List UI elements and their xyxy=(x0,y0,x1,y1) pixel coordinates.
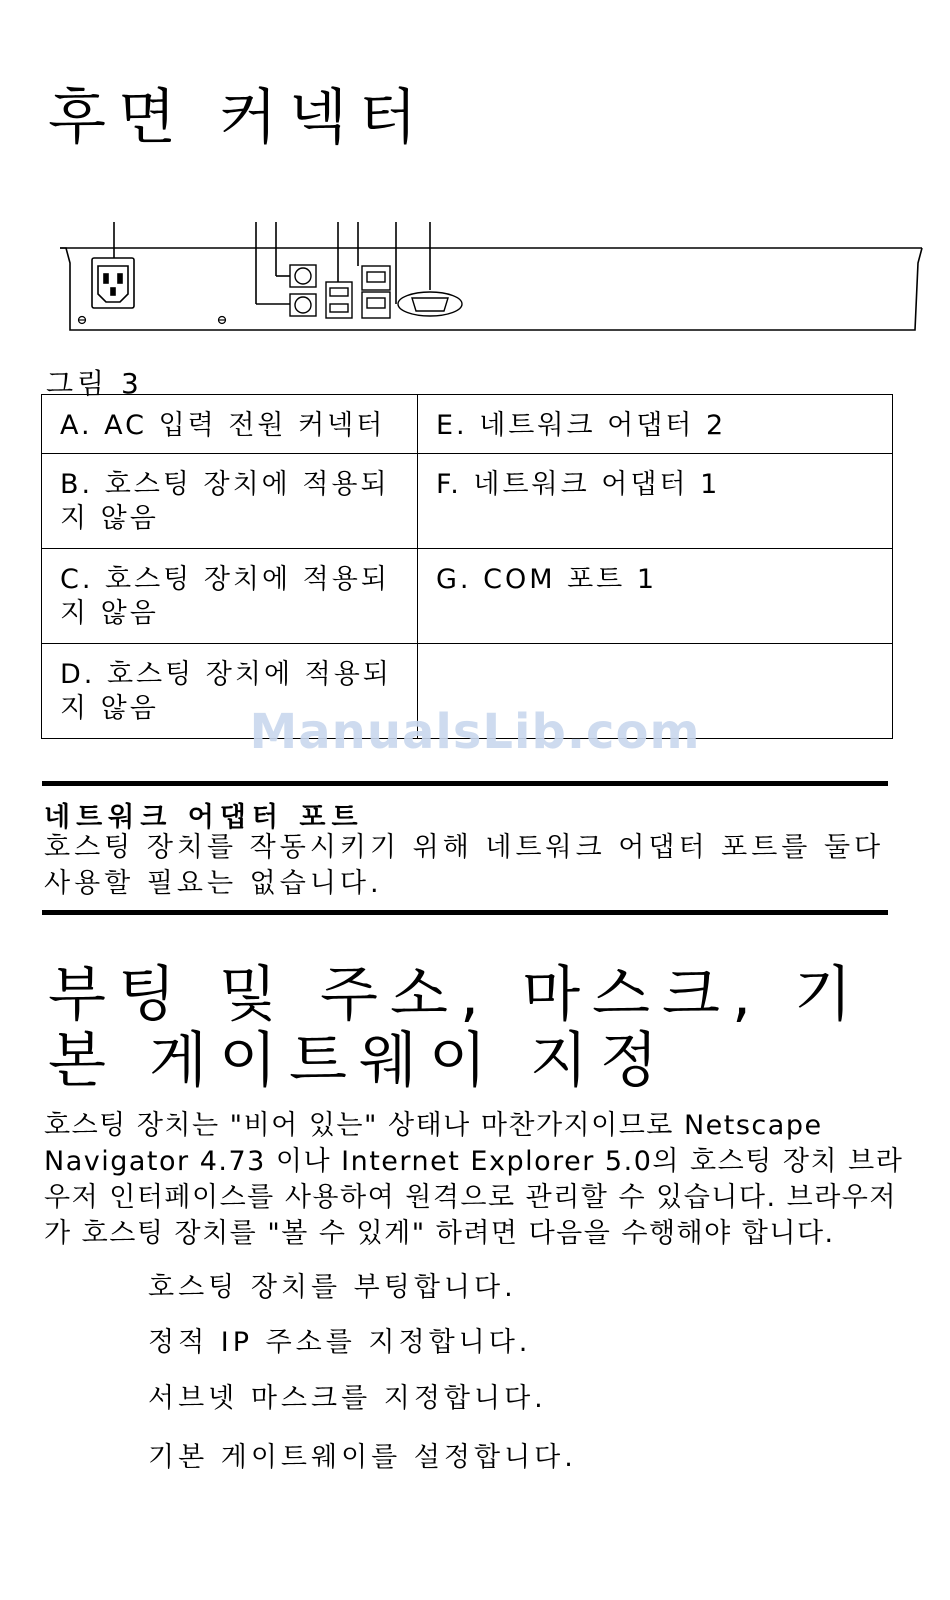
connector-legend-table xyxy=(41,394,893,739)
intro-paragraph: 호스팅 장치는 "비어 있는" 상태나 마찬가지이므로 Netscape Navigator 4.73 이나 Internet Explorer 5.0의 호스팅 장치 브라우저 인터페이스를 사용하여 원격으로 관리할 수 있습니다. 브라우저가 호스팅 장치를 "볼 수 있게" 하려면 다음을 수행해야 합니다. xyxy=(44,1110,904,1249)
figure-caption: 그림 3 xyxy=(46,367,143,400)
screw-icons xyxy=(79,317,226,324)
step-item: 기본 게이트웨이를 설정합니다. xyxy=(148,1442,577,1473)
section-title-boot-and-addressing: 부팅 및 주소, 마스크, 기본 게이트웨이 지정 xyxy=(48,960,865,1096)
table-row xyxy=(42,549,893,644)
ac-power-connector-shape xyxy=(92,258,134,308)
table-cell: D. 호스팅 장치에 적용되지 않음 xyxy=(42,644,418,739)
note-divider-top xyxy=(42,781,888,786)
table-cell: F. 네트워크 어댑터 1 xyxy=(418,454,893,549)
table-cell: E. 네트워크 어댑터 2 xyxy=(418,395,893,454)
step-item: 정적 IP 주소를 지정합니다. xyxy=(148,1327,532,1358)
table-row xyxy=(42,454,893,549)
section-title-rear-connectors: 후면 커넥터 xyxy=(48,83,429,153)
step-item: 호스팅 장치를 부팅합니다. xyxy=(148,1272,517,1303)
note-divider-bottom xyxy=(42,910,888,915)
table-cell: G. COM 포트 1 xyxy=(418,549,893,644)
table-cell: B. 호스팅 장치에 적용되지 않음 xyxy=(42,454,418,549)
note-body: 호스팅 장치를 작동시키기 위해 네트워크 어댑터 포트를 둘다 사용할 필요는 없습니다. xyxy=(44,832,885,899)
step-item: 서브넷 마스크를 지정합니다. xyxy=(148,1383,547,1414)
table-cell: A. AC 입력 전원 커넥터 xyxy=(42,395,418,454)
network-ports-shape xyxy=(362,266,390,318)
table-row xyxy=(42,395,893,454)
watermark: ManualsLib.com xyxy=(249,704,701,760)
usb-ports-shape xyxy=(326,282,352,318)
note-heading: 네트워크 어댑터 포트 xyxy=(44,802,364,833)
table-cell: C. 호스팅 장치에 적용되지 않음 xyxy=(42,549,418,644)
rear-panel-diagram xyxy=(40,218,925,336)
ps2-ports-shape xyxy=(290,265,316,316)
com-port-shape xyxy=(398,292,462,316)
